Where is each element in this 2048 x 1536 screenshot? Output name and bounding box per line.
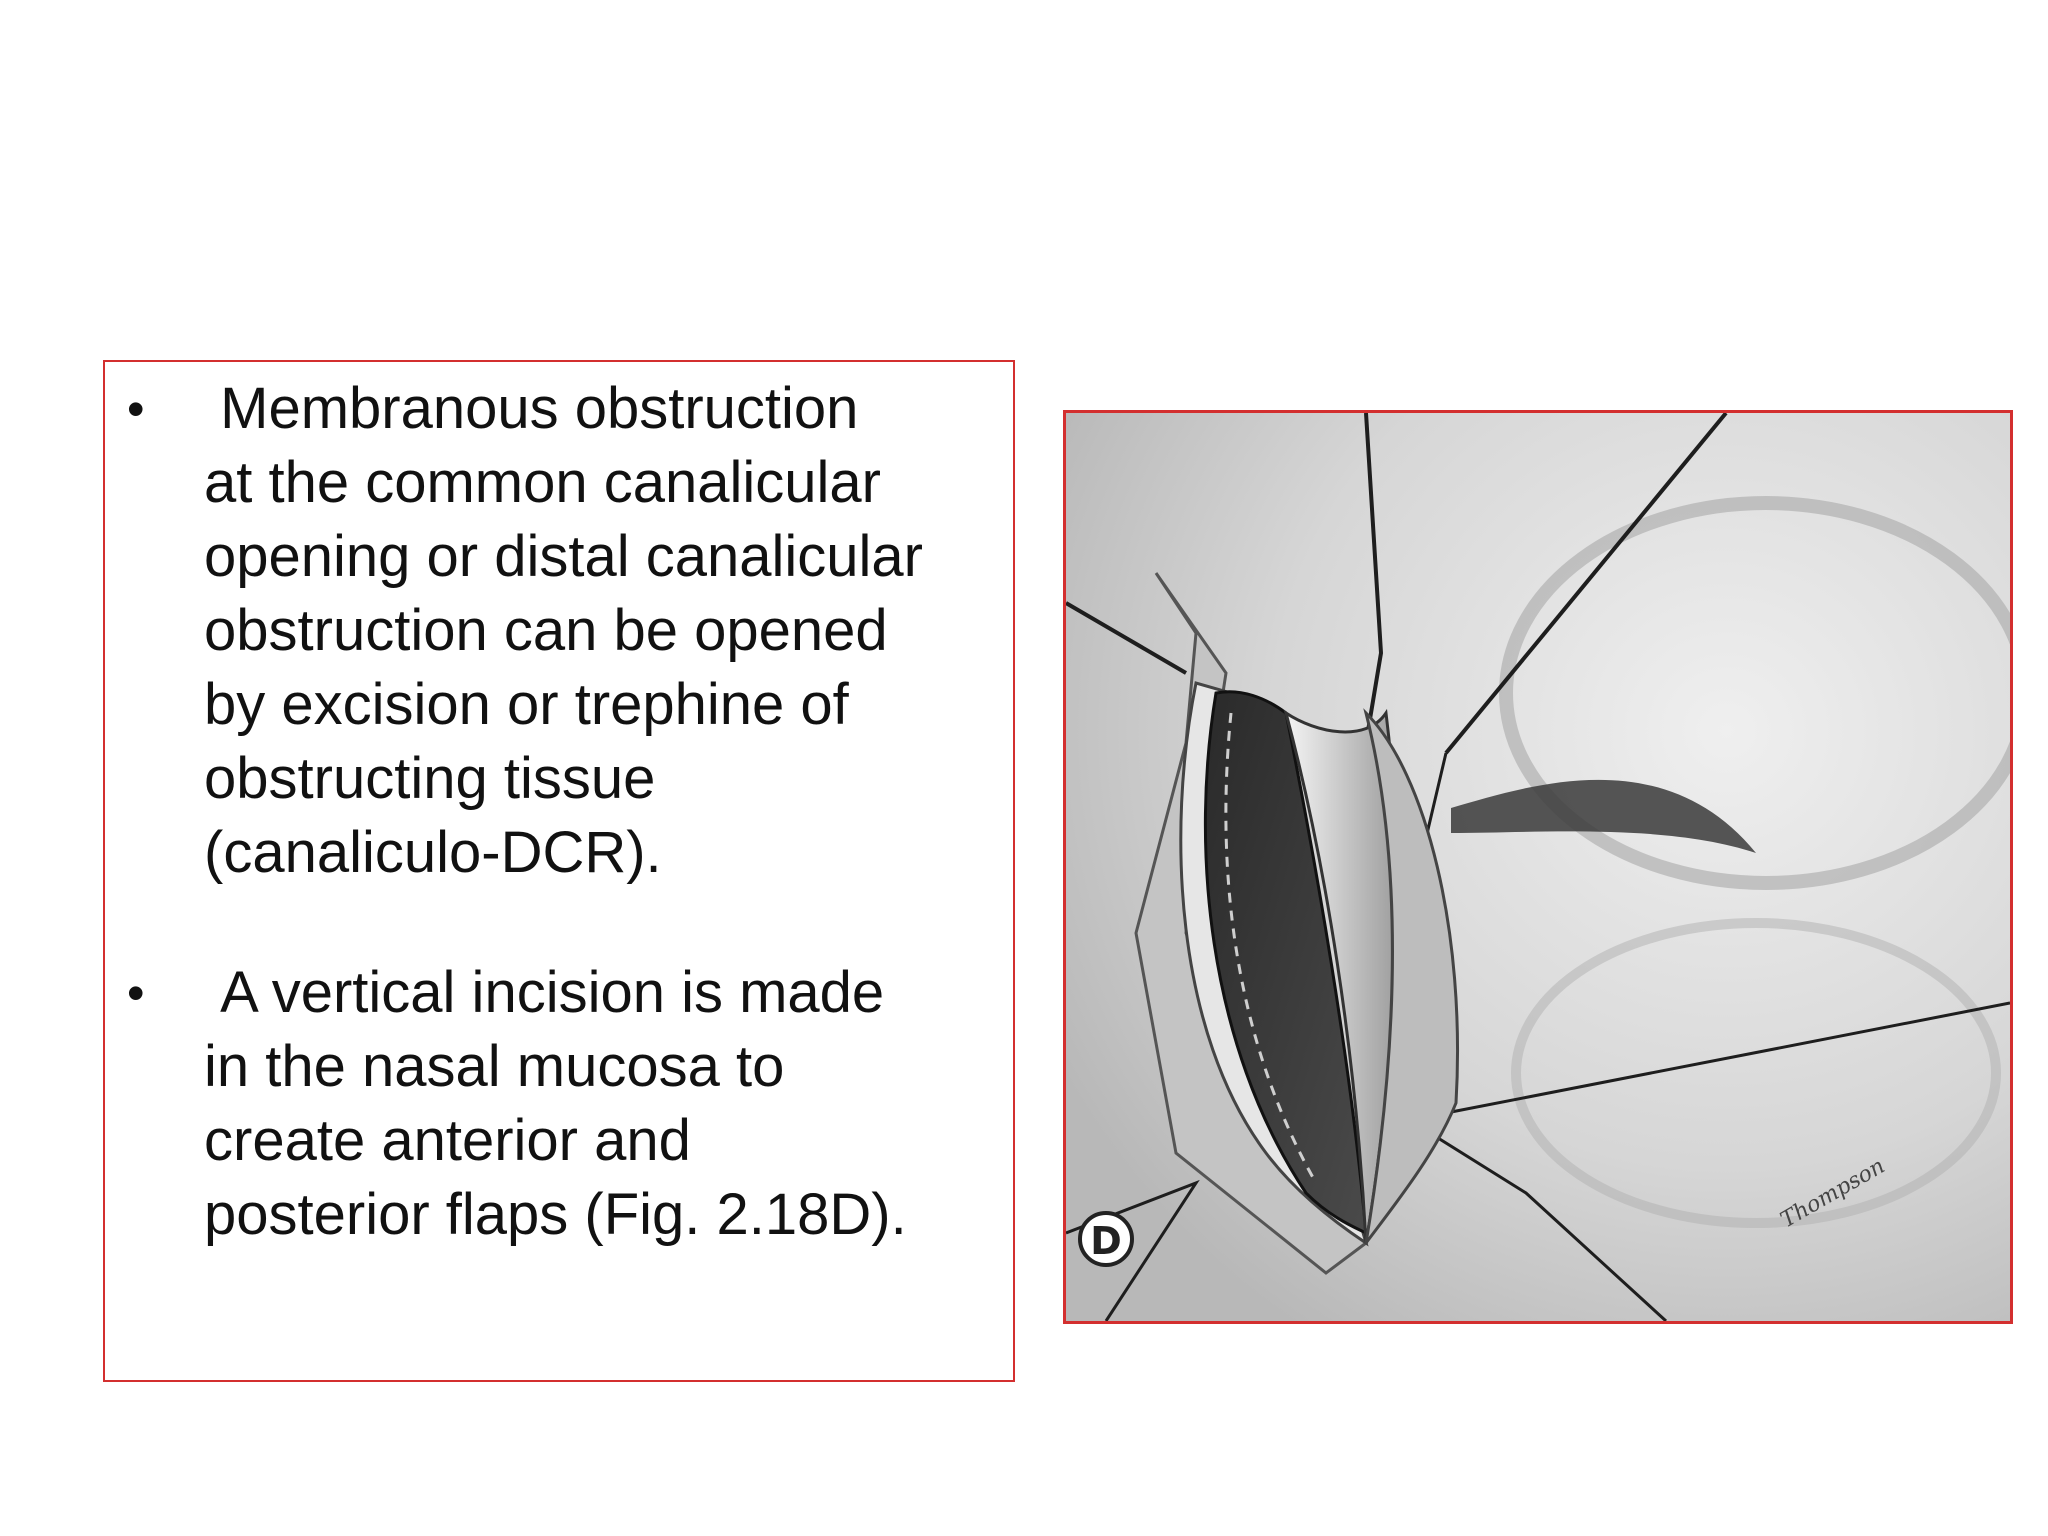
artist-signature: Thompson — [1776, 1153, 1890, 1234]
bullet-text: A vertical incision is made in the nasal mucosa to create anterior and posterior flaps (Fig. 2.18D). — [204, 960, 907, 1247]
bullet-marker: • — [127, 965, 145, 1021]
bullet-item — [105, 956, 1013, 1252]
bullet-list — [105, 372, 1013, 1252]
bullet-marker: • — [127, 381, 145, 437]
bullet-text: Membranous obstruction at the common canalicular opening or distal canalicular obstruction can be opened by excision or trephine of obstructing tissue (canaliculo-DCR). — [204, 376, 923, 885]
surgical-illustration — [1063, 410, 2013, 1324]
illustration-drawing — [1066, 413, 2010, 1321]
text-box — [103, 360, 1015, 1382]
panel-letter: D — [1090, 1219, 1122, 1263]
bullet-item — [105, 372, 1013, 890]
